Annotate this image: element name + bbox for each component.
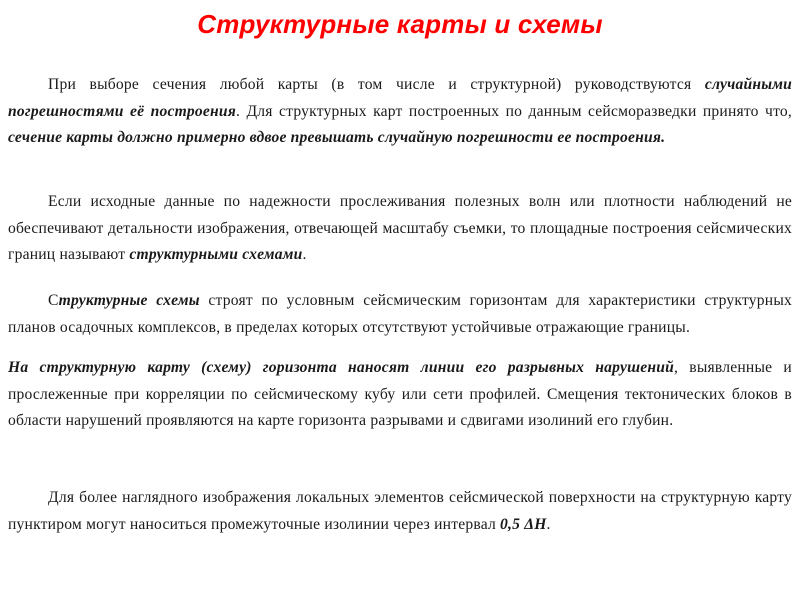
paragraph-1-text-1: При выборе сечения любой карты (в том числе и структурной) руководствуются bbox=[48, 76, 705, 93]
paragraph-5-text-2: . bbox=[546, 515, 551, 533]
paragraph-1-text-2: . Для структурных карт построенных по данным сейсморазведки принято что, bbox=[236, 102, 792, 120]
paragraph-2-text-2: . bbox=[302, 246, 307, 263]
paragraph-1-emphasis-2: сечение карты должно примерно вдвое превышать случайную погрешности ее построения. bbox=[8, 129, 666, 146]
paragraph-structural-schemes-definition bbox=[8, 189, 792, 269]
paragraph-2-emphasis-1: структурными схемами bbox=[129, 246, 303, 263]
paragraph-3-emphasis-1: труктурные схемы bbox=[58, 292, 200, 309]
paragraph-4-emphasis-1: На структурную карту (схему) горизонта наносят линии его разрывных нарушений bbox=[8, 359, 674, 376]
paragraph-structural-schemes-usage bbox=[8, 288, 792, 341]
slide-title: Структурные карты и схемы bbox=[197, 9, 603, 39]
paragraph-2-text-1: Если исходные данные по надежности прослеживания полезных волн или плотности наблюдений не обеспечивают детальности изображения, отвечающей масштабу съемки, то площадные построения сейсмических границ называют bbox=[8, 193, 792, 263]
paragraph-3-text-2: строят по условным сейсмическим горизонтам для характеристики структурных планов осадочных комплексов, в пределах которых отсутствуют устойчивые отражающие границы. bbox=[8, 292, 793, 336]
paragraph-intermediate-isolines bbox=[8, 485, 792, 538]
paragraph-fault-lines bbox=[8, 355, 792, 435]
paragraph-4-text-1: , выявленные и прослеженные при корреляции по сейсмическому кубу или сети профилей. Смещения тектонических блоков в области нарушений проявляются на карте горизонта разрывами и сдвигами изолиний его глубин. bbox=[8, 359, 792, 429]
paragraph-section-choice bbox=[8, 72, 792, 152]
paragraph-3-text-1: С bbox=[48, 292, 59, 309]
paragraph-5-emphasis-1: 0,5 ΔH bbox=[500, 515, 547, 533]
paragraph-1-emphasis-1: случайными погрешностями её построения bbox=[8, 76, 792, 120]
paragraph-5-text-1: Для более наглядного изображения локальных элементов сейсмической поверхности на структурную карту пунктиром могут наноситься промежуточные изолинии через интервал bbox=[8, 489, 792, 533]
